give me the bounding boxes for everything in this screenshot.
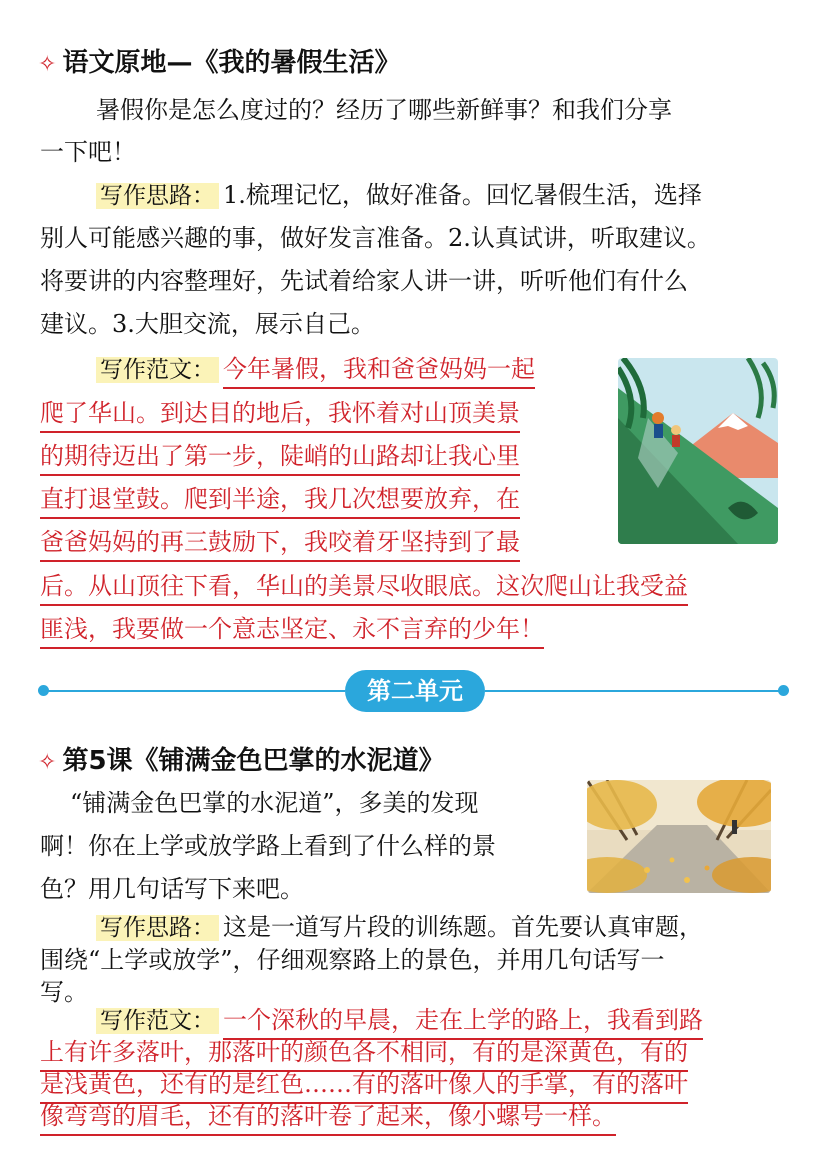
section2-thinking-2: 围绕“上学或放学”，仔细观察路上的景色，并用几句话写一: [40, 946, 665, 974]
sample-text: 今年暑假，我和爸爸妈妈一起: [223, 351, 535, 389]
section1-thinking-2: 别人可能感兴趣的事，做好发言准备。2.认真试讲，听取建议。: [40, 224, 711, 252]
sample-tag: 写作范文：: [96, 1008, 219, 1034]
unit-title: 第二单元: [345, 670, 485, 712]
thinking-text: 这是一道写片段的训练题。首先要认真审题，: [223, 913, 703, 941]
section1-thinking-4: 建议。3.大胆交流，展示自己。: [40, 310, 375, 338]
section2-sample-4: 像弯弯的眉毛，还有的落叶卷了起来，像小螺号一样。: [40, 1098, 616, 1136]
divider-right: [485, 690, 781, 692]
section2-thinking-3: 写。: [40, 978, 88, 1006]
autumn-road-photo: [587, 780, 771, 893]
section1-sample-6: 后。从山顶往下看，华山的美景尽收眼底。这次爬山让我受益: [40, 568, 688, 606]
section2-heading-text: 第5课《铺满金色巴掌的水泥道》: [62, 746, 445, 776]
section2-sample-2: 上有许多落叶，那落叶的颜色各不相同，有的是深黄色，有的: [40, 1034, 688, 1072]
section1-sample-4: 直打退堂鼓。爬到半途，我几次想要放弃，在: [40, 481, 520, 519]
sample-text: 一个深秋的早晨，走在上学的路上，我看到路: [223, 1002, 703, 1040]
divider-left: [46, 690, 345, 692]
section1-sample-7: 匪浅，我要做一个意志坚定、永不言弃的少年！: [40, 611, 544, 649]
section1-sample-5: 爸爸妈妈的再三鼓励下，我咬着牙坚持到了最: [40, 524, 520, 562]
section2-sample-3: 是浅黄色，还有的是红色……有的落叶像人的手掌，有的落叶: [40, 1066, 688, 1104]
thinking-tag: 写作思路：: [96, 915, 219, 941]
mountain-illustration: [618, 358, 778, 544]
section1-sample-2: 爬了华山。到达目的地后，我怀着对山顶美景: [40, 395, 520, 433]
thinking-text: 1.梳理记忆，做好准备。回忆暑假生活，选择: [223, 181, 702, 209]
section1-thinking-1: [96, 175, 702, 217]
section1-intro-1: 暑假你是怎么度过的？经历了哪些新鲜事？和我们分享: [96, 96, 672, 124]
divider-dot-right: [778, 685, 789, 696]
diamond-icon: ✧: [38, 750, 57, 775]
section1-sample-3: 的期待迈出了第一步，陡峭的山路却让我心里: [40, 438, 520, 476]
thinking-tag: 写作思路：: [96, 183, 219, 209]
section2-intro-1: “铺满金色巴掌的水泥道”，多美的发现: [70, 789, 479, 817]
sample-tag: 写作范文：: [96, 357, 219, 383]
section1-heading: [38, 42, 400, 79]
section2-heading: [38, 740, 445, 777]
diamond-icon: ✧: [38, 52, 57, 77]
section1-thinking-3: 将要讲的内容整理好，先试着给家人讲一讲，听听他们有什么: [40, 267, 688, 295]
section1-heading-text: 语文原地—《我的暑假生活》: [62, 48, 401, 78]
section1-sample-1: [96, 349, 535, 391]
section2-intro-3: 色？用几句话写下来吧。: [40, 875, 304, 903]
divider-dot-left: [38, 685, 49, 696]
section1-intro-2: 一下吧！: [40, 138, 136, 166]
section2-intro-2: 啊！你在上学或放学路上看到了什么样的景: [40, 832, 496, 860]
